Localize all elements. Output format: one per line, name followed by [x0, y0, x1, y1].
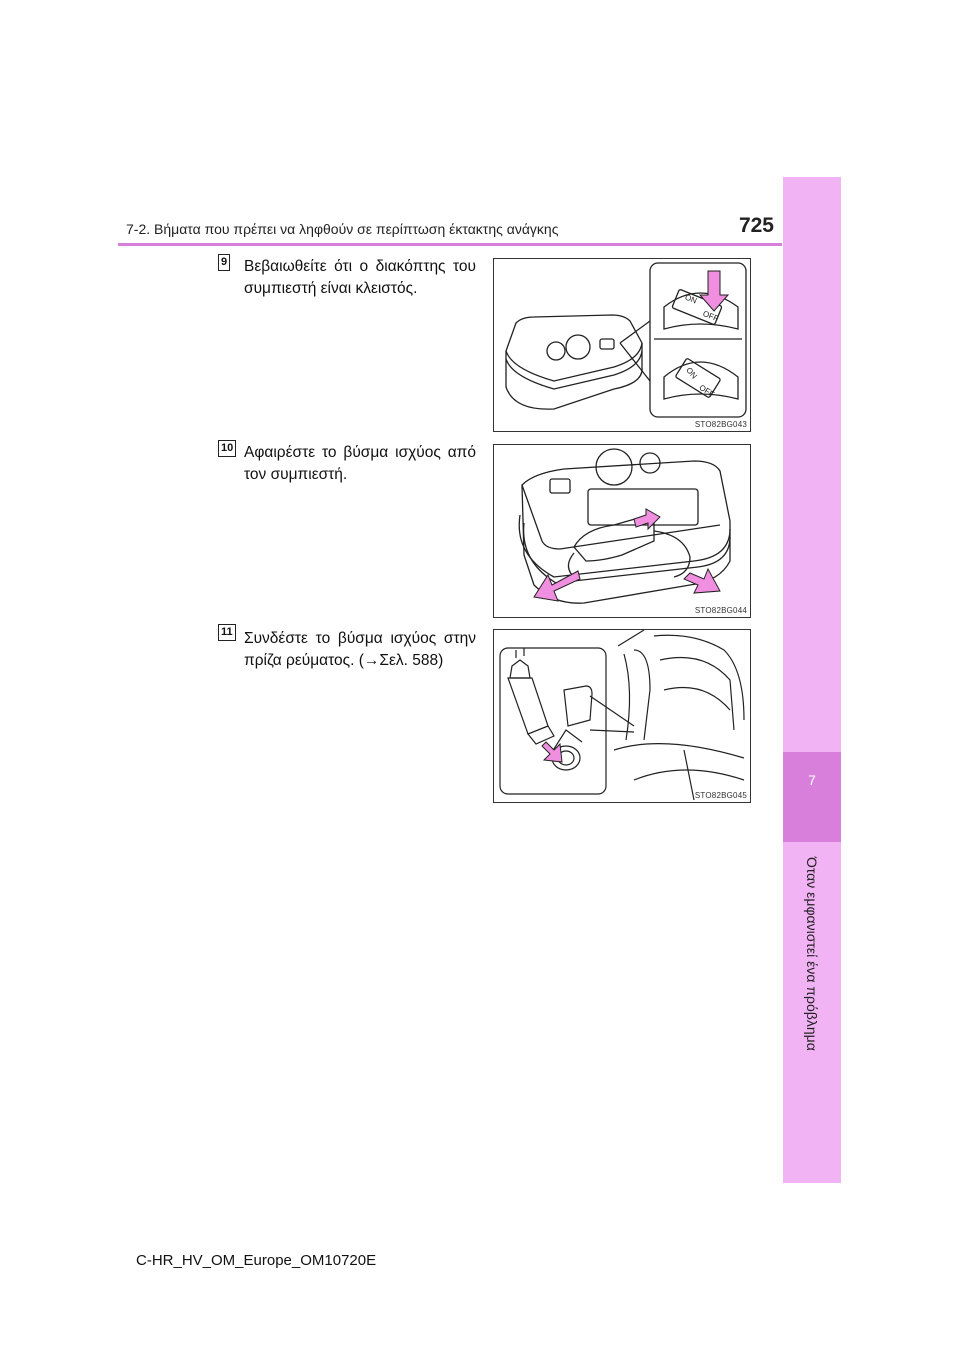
chapter-number: 7 [808, 772, 816, 788]
step-11-badge: 11 [218, 624, 236, 641]
chapter-label-container [783, 857, 841, 1127]
compressor-switch-illustration [494, 259, 750, 431]
step-10-text: Αφαιρέστε το βύσμα ισχύος από τον συμπιεστή. [244, 444, 476, 483]
switch-off-label-top: OFF [701, 309, 720, 324]
step-9-figure [493, 258, 751, 432]
pull-arrow-icon [634, 509, 660, 529]
power-plug-removal-illustration [494, 445, 750, 617]
pull-left-arrow-icon [534, 571, 580, 601]
switch-on-label-top: ON [683, 292, 699, 306]
page-number: 725 [738, 214, 774, 237]
step-10-badge: 10 [218, 440, 236, 457]
chapter-number-block [783, 752, 841, 842]
page-header [118, 212, 782, 244]
document-footer: C-HR_HV_OM_Europe_OM10720E [136, 1252, 377, 1269]
chapter-label: Όταν εμφανιστεί ένα πρόβλημα [804, 857, 820, 1051]
section-title: 7-2. Βήματα που πρέπει να ληφθούν σε περίπτωση έκτακτης ανάγκης [126, 221, 559, 237]
pull-right-arrow-icon [684, 569, 720, 593]
switch-off-label-bottom: OFF [697, 382, 716, 400]
insert-arrow-icon [542, 742, 562, 762]
step-9-figure-code: STO82BG043 [694, 420, 747, 429]
switch-on-label-bottom: ON [684, 365, 699, 381]
step-10-figure-code: STO82BG044 [694, 606, 747, 615]
step-9-text: Βεβαιωθείτε ότι ο διακόπτης του συμπιεστή είναι κλειστός. [244, 258, 476, 297]
step-11-text: Συνδέστε το βύσμα ισχύος στην πρίζα ρεύματος. (→Σελ. 588) [244, 630, 476, 669]
step-11-figure [493, 629, 751, 803]
step-9-badge: 9 [218, 254, 230, 271]
power-outlet-connection-illustration [494, 630, 750, 802]
step-10-figure [493, 444, 751, 618]
chapter-side-tab [783, 177, 841, 1183]
press-arrow-icon [700, 271, 728, 311]
step-11-figure-code: STO82BG045 [694, 791, 747, 800]
header-rule [118, 243, 782, 246]
